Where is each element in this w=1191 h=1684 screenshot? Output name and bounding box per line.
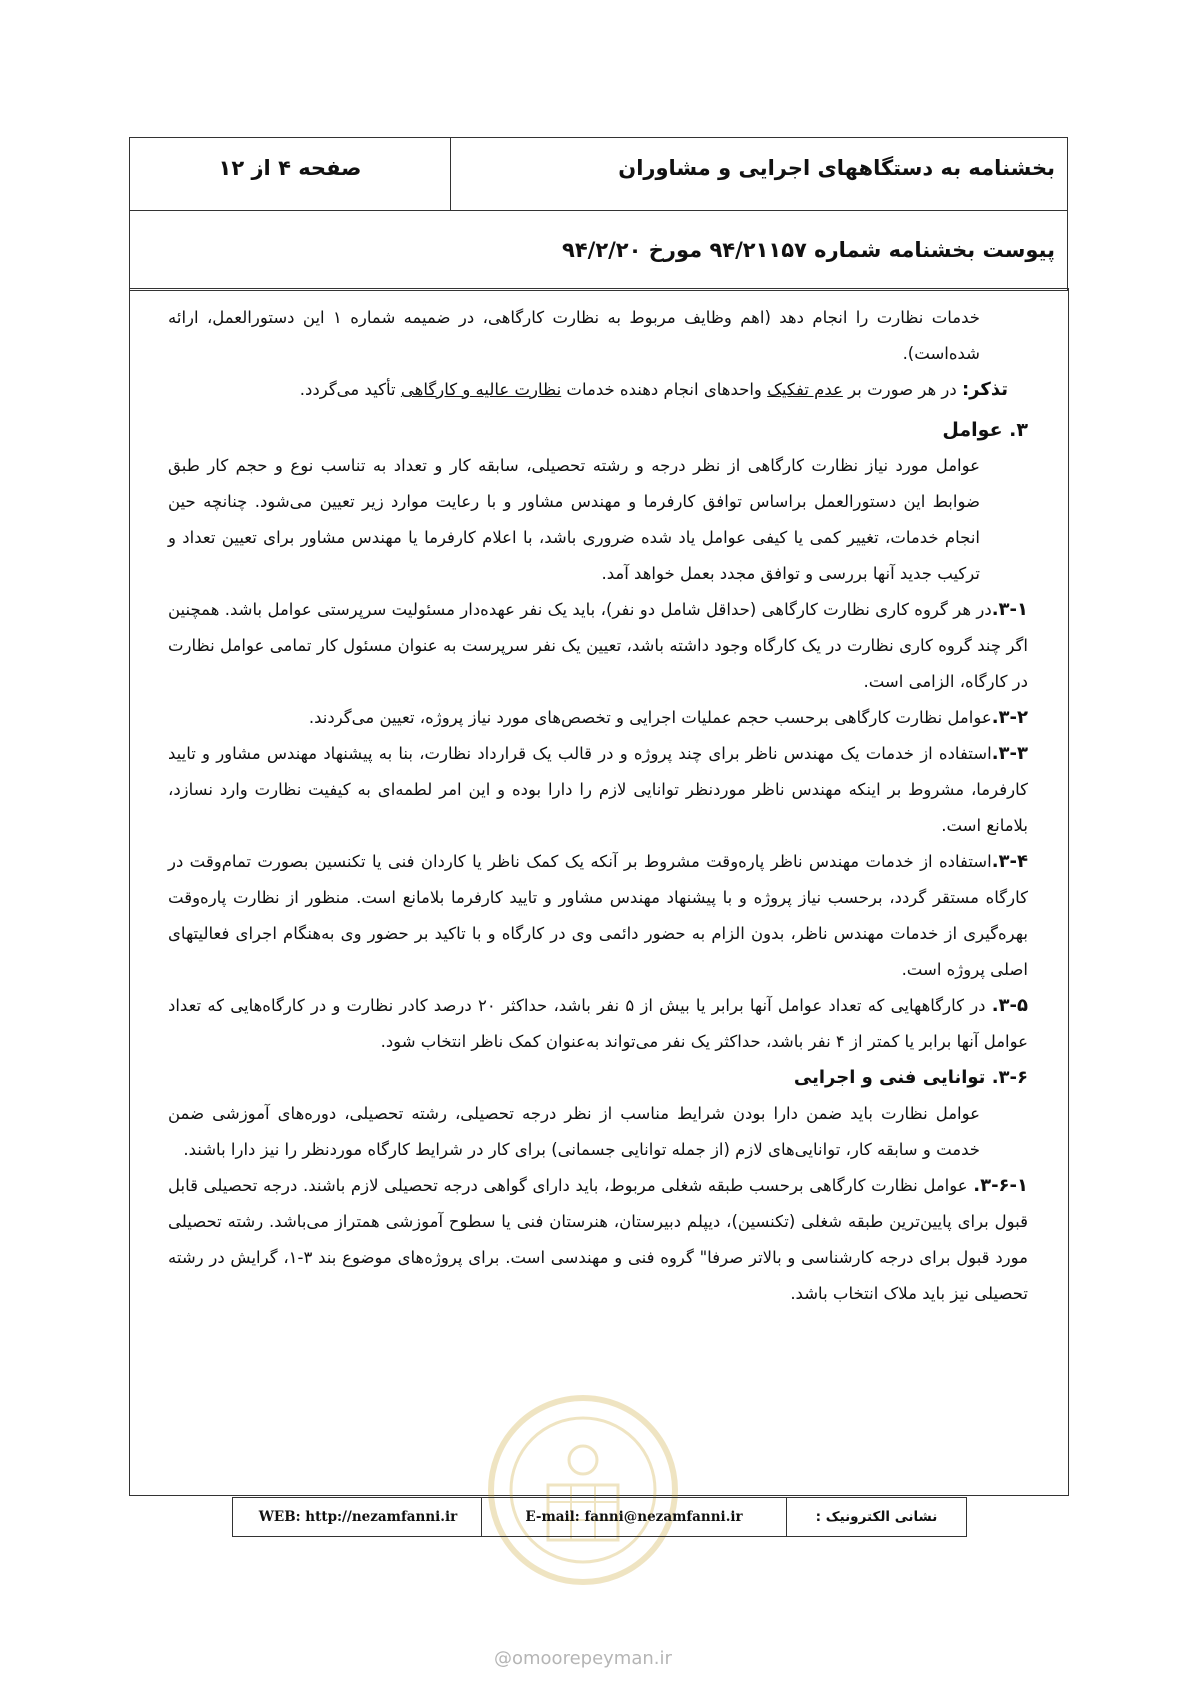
item-3-4: [168, 844, 1028, 988]
item-3-6-1-text: عوامل نظارت کارگاهی برحسب طبقه شغلی مربوط، باید دارای گواهی درجه تحصیلی لازم باشند. درجه تحصیلی قابل قبول برای پایین‌ترین طبقه شغلی (تکنسین)، دیپلم دبیرستان، هنرستان فنی یا سطوح آموزشی همتراز می‌باشد. رشته تحصیلی مورد قبول برای درجه کارشناسی و بالاتر صرفا" گروه فنی و مهندسی است. برای پروژه‌های موضوع بند ۳-۱، گرایش در رشته تحصیلی نیز باید ملاک انتخاب باشد.: [168, 1176, 1028, 1303]
header-row-top: [130, 138, 1067, 211]
item-3-4-number: ۳-۴.: [991, 851, 1028, 872]
item-3-6-1: [168, 1168, 1028, 1312]
item-3-1-number: ۳-۱.: [991, 599, 1028, 620]
intro-line-2: شده‌است).: [902, 344, 980, 363]
note-text-a: در هر صورت بر: [842, 380, 962, 399]
item-3-5-text: در کارگاههایی که تعداد عوامل آنها برابر یا بیش از ۵ نفر باشد، حداکثر ۲۰ درصد کادر نظارت و در کارگاه‌هایی که تعداد عوامل آنها برابر یا کمتر از ۴ نفر باشد، حداکثر یک نفر می‌تواند به‌عنوان کمک ناظر انتخاب شود.: [168, 996, 1028, 1051]
item-3-2-number: ۳-۲.: [991, 707, 1028, 728]
item-3-4-text: استفاده از خدمات مهندس ناظر پاره‌وقت مشروط بر آنکه یک کمک ناظر یا کاردان فنی یا تکنسین بصورت تمام‌وقت در کارگاه مستقر گردد، برحسب نیاز پروژه و با پیشنهاد مهندس مشاور و تایید کارفرما بلامانع است. منظور از نظارت پاره‌وقت بهره‌گیری از خدمات مهندس ناظر، بدون الزام به حضور دائمی وی در کارگاه و با تاکید بر حضور وی به‌هنگام اجرای فعالیتهای اصلی پروژه است.: [168, 852, 1028, 979]
item-3-3: [168, 736, 1028, 844]
circular-title: بخشنامه به دستگاههای اجرایی و مشاوران: [450, 138, 1067, 210]
item-3-2-text: عوامل نظارت کارگاهی برحسب حجم عملیات اجرایی و تخصص‌های مورد نیاز پروژه، تعیین می‌گردند.: [308, 708, 992, 727]
page-number: صفحه ۴ از ۱۲: [218, 156, 362, 180]
section-3-heading: ۳. عوامل: [942, 419, 1028, 441]
item-3-1: [168, 592, 1028, 700]
note-label: تذکر:: [961, 379, 1008, 400]
section-3-text: عوامل مورد نیاز نظارت کارگاهی از نظر درجه و رشته تحصیلی، سابقه کار و تعداد به تناسب نوع و حجم کار طبق ضوابط این دستورالعمل براساس توافق کارفرما و مهندس مشاور و با رعایت موارد زیر تعیین می‌شود. چنانچه حین انجام خدمات، تغییر کمی یا کیفی عوامل یاد شده ضروری باشد، با اعلام کارفرما یا مهندس مشاور برای تعیین تعداد و ترکیب جدید آنها بررسی و توافق مجدد بعمل خواهد آمد.: [168, 456, 980, 583]
footer-web[interactable]: WEB: http://nezamfanni.ir: [258, 1509, 458, 1525]
note-paragraph: [168, 372, 1028, 408]
intro-line-1: خدمات نظارت را انجام دهد (اهم وظایف مربوط به نظارت کارگاهی، در ضمیمه شماره ۱ این دستورالعمل، ارائه: [168, 308, 981, 327]
seal-stamp-icon: [478, 1390, 688, 1590]
header-table: [129, 137, 1068, 291]
note-underline-1: عدم تفکیک: [767, 380, 843, 399]
note-underline-2: نظارت عالیه و کارگاهی: [400, 380, 562, 399]
item-3-3-text: استفاده از خدمات یک مهندس ناظر برای چند پروژه و در قالب یک قرارداد نظارت، بنا به پیشنهاد مهندس مشاور و تایید کارفرما، مشروط بر اینکه مهندس ناظر موردنظر توانایی لازم را دارا بوده و این امر لطمه‌ای به کیفیت نظارت وارد نسازد، بلامانع است.: [168, 744, 1028, 835]
item-3-3-number: ۳-۳.: [991, 743, 1028, 764]
footer-label: نشانی الکترونیک :: [786, 1498, 966, 1536]
item-3-5-number: ۳-۵.: [991, 995, 1028, 1016]
watermark-text: @omoorepeyman.ir: [494, 1648, 672, 1669]
document-body: [168, 300, 1028, 1312]
note-text-c: تأکید می‌گردد.: [299, 380, 401, 399]
note-text-b: واحدهای انجام دهنده خدمات: [561, 380, 768, 399]
section-3-6-text: عوامل نظارت باید ضمن دارا بودن شرایط مناسب از نظر درجه تحصیلی، رشته تحصیلی، دوره‌های آموزشی ضمن خدمت و سابقه کار، توانایی‌های لازم (از جمله توانایی جسمانی) برای کار در شرایط کارگاه موردنظر را نیز دارا باشند.: [168, 1104, 980, 1159]
item-3-5: [168, 988, 1028, 1060]
footer-email[interactable]: E-mail: fanni@nezamfanni.ir: [481, 1498, 786, 1536]
item-3-6-1-number: ۳-۶-۱.: [973, 1175, 1028, 1196]
section-3-6-heading: ۳-۶. توانایی فنی و اجرایی: [793, 1067, 1028, 1088]
footer-contact: [232, 1497, 967, 1537]
item-3-2: [168, 700, 1028, 736]
item-3-1-text: در هر گروه کاری نظارت کارگاهی (حداقل شامل دو نفر)، باید یک نفر عهده‌دار مسئولیت سرپرستی عوامل باشد. همچنین اگر چند گروه کاری نظارت در یک کارگاه وجود داشته باشد، تعیین یک نفر سرپرست به عنوان مسئول کار تمامی عوامل نظارت در کارگاه، الزامی است.: [168, 600, 1028, 691]
attachment-reference: پیوست بخشنامه شماره ۹۴/۲۱۱۵۷ مورخ ۹۴/۲/۲۰: [562, 238, 1055, 262]
